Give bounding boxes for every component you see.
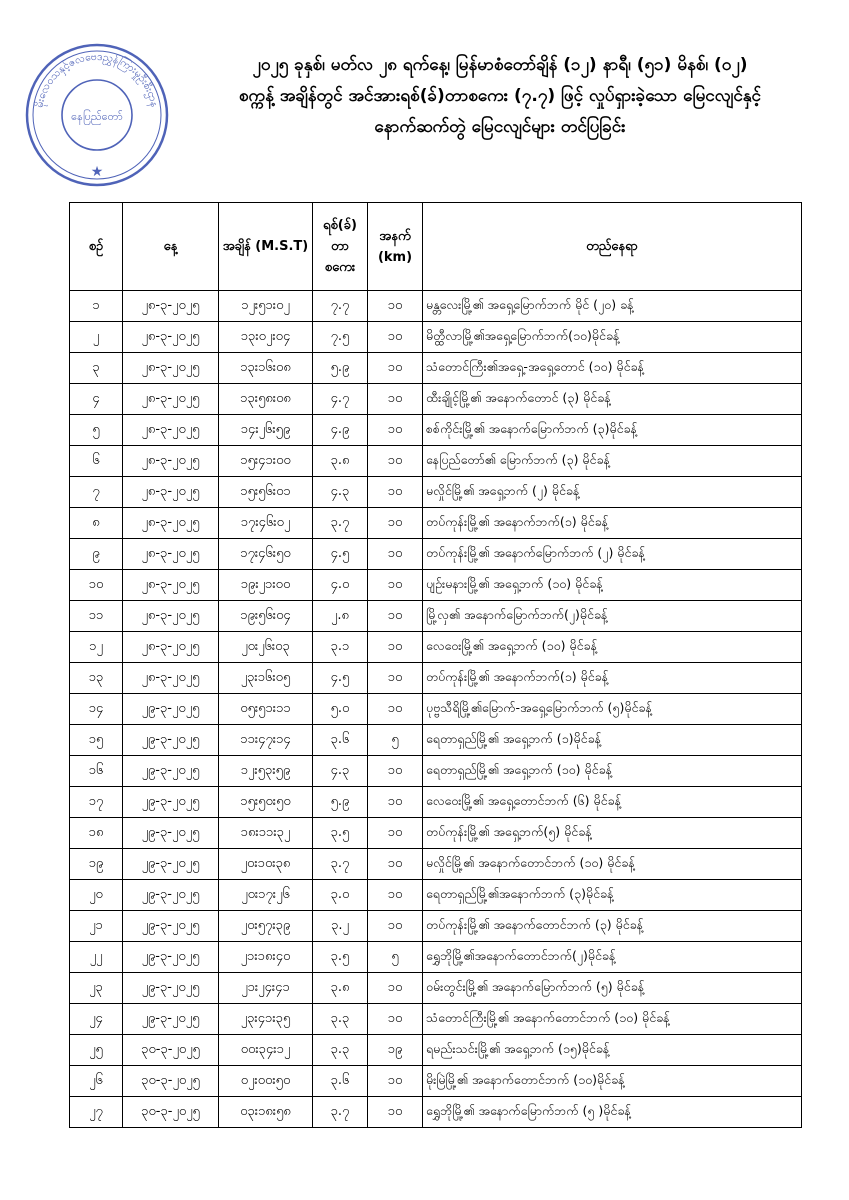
cell-depth: ၁၀	[368, 1004, 423, 1035]
col-header-depth: အနက် (km)	[368, 203, 423, 291]
cell-location: တပ်ကုန်းမြို့၏ အနောက်ဘက်(၁) မိုင်ခန့်	[423, 663, 802, 694]
cell-depth: ၁၀	[368, 291, 423, 322]
cell-date: ၂၉-၃-၂၀၂၅	[123, 911, 219, 942]
cell-no: ၁၅	[70, 725, 123, 756]
cell-date: ၂၈-၃-၂၀၂၅	[123, 570, 219, 601]
cell-date: ၂၉-၃-၂၀၂၅	[123, 818, 219, 849]
cell-no: ၃	[70, 353, 123, 384]
cell-time: ၁၅း၄၁း၀၀	[219, 446, 313, 477]
cell-time: ၁၇း၄၆း၅၀	[219, 539, 313, 570]
cell-location: ရွှေဘိုမြို့၏ အနောက်မြောက်ဘက် (၅ )မိုင်ခန့်	[423, 1097, 802, 1128]
cell-no: ၂၇	[70, 1097, 123, 1128]
cell-date: ၂၉-၃-၂၀၂၅	[123, 756, 219, 787]
table-row	[70, 322, 802, 353]
cell-magnitude: ၄.၅	[313, 539, 368, 570]
cell-time: ၁၅း၅၆း၀၁	[219, 477, 313, 508]
cell-depth: ၁၀	[368, 694, 423, 725]
cell-date: ၂၈-၃-၂၀၂၅	[123, 539, 219, 570]
star-icon: ★	[90, 164, 104, 180]
cell-location: ရမည်းသင်းမြို့၏ အရှေ့ဘက် (၁၅)မိုင်ခန့်	[423, 1035, 802, 1066]
cell-no: ၁၄	[70, 694, 123, 725]
cell-date: ၃၀-၃-၂၀၂၅	[123, 1097, 219, 1128]
cell-time: ၁၁း၄၇း၁၄	[219, 725, 313, 756]
cell-no: ၁၈	[70, 818, 123, 849]
col-header-time: အချိန် (M.S.T)	[219, 203, 313, 291]
cell-depth: ၁၀	[368, 880, 423, 911]
cell-date: ၂၈-၃-၂၀၂၅	[123, 415, 219, 446]
table-row	[70, 291, 802, 322]
cell-depth: ၁၀	[368, 477, 423, 508]
cell-location: ရေတာရှည်မြို့၏ အရှေ့ဘက် (၁)မိုင်ခန့်	[423, 725, 802, 756]
cell-no: ၁	[70, 291, 123, 322]
cell-no: ၁၀	[70, 570, 123, 601]
cell-magnitude: ၇.၇	[313, 291, 368, 322]
cell-magnitude: ၄.၃	[313, 756, 368, 787]
cell-depth: ၁၉	[368, 1035, 423, 1066]
cell-location: လေဝေးမြို့၏ အရှေ့ဘက် (၁၀) မိုင်ခန့်	[423, 632, 802, 663]
cell-location: တပ်ကုန်းမြို့၏ အနောက်တောင်ဘက် (၃) မိုင်ခန့်	[423, 911, 802, 942]
cell-magnitude: ၄.၉	[313, 415, 368, 446]
cell-time: ၂၃း၄၁း၃၅	[219, 1004, 313, 1035]
cell-magnitude: ၃.၈	[313, 446, 368, 477]
cell-location: သံတောင်ကြီး၏အရှေ့-အရှေ့တောင် (၁၀) မိုင်ခန့်	[423, 353, 802, 384]
cell-magnitude: ၇.၅	[313, 322, 368, 353]
cell-depth: ၁၀	[368, 973, 423, 1004]
cell-location: လေဝေးမြို့၏ အရှေ့တောင်ဘက် (၆) မိုင်ခန့်	[423, 787, 802, 818]
cell-no: ၂၆	[70, 1066, 123, 1097]
cell-no: ၁၂	[70, 632, 123, 663]
cell-time: ၂၀း၁၇း၂၆	[219, 880, 313, 911]
col-header-location: တည်နေရာ	[423, 203, 802, 291]
cell-time: ၂၁း၁၈း၄၀	[219, 942, 313, 973]
cell-location: စစ်ကိုင်းမြို့၏ အနောက်မြောက်ဘက် (၃)မိုင်ခန့်	[423, 415, 802, 446]
cell-depth: ၁၀	[368, 446, 423, 477]
cell-time: ၀၅း၅၁း၁၁	[219, 694, 313, 725]
cell-depth: ၁၀	[368, 1097, 423, 1128]
table-header-row	[70, 203, 802, 291]
seal-center-text: နေပြည်တော်	[71, 110, 123, 123]
cell-location: တပ်ကုန်းမြို့၏ အနောက်မြောက်ဘက် (၂) မိုင်ခန့်	[423, 539, 802, 570]
cell-time: ၂၀း၅၇း၃၉	[219, 911, 313, 942]
table-row	[70, 1097, 802, 1128]
cell-location: မလှိုင်မြို့၏ အရှေ့ဘက် (၂) မိုင်ခန့်	[423, 477, 802, 508]
cell-depth: ၁၀	[368, 663, 423, 694]
cell-depth: ၁၀	[368, 849, 423, 880]
cell-date: ၂၉-၃-၂၀၂၅	[123, 973, 219, 1004]
cell-time: ၁၅း၅၀း၅၀	[219, 787, 313, 818]
col-header-date: နေ့	[123, 203, 219, 291]
cell-location: တပ်ကုန်းမြို့၏ အရှေ့ဘက်(၅) မိုင်ခန့်	[423, 818, 802, 849]
cell-time: ၁၂း၅၃း၅၉	[219, 756, 313, 787]
cell-no: ၇	[70, 477, 123, 508]
cell-no: ၂၂	[70, 942, 123, 973]
table-row	[70, 1004, 802, 1035]
cell-magnitude: ၅.၀	[313, 694, 368, 725]
cell-date: ၂၈-၃-၂၀၂၅	[123, 508, 219, 539]
cell-location: သံတောင်ကြီးမြို့၏ အနောက်တောင်ဘက် (၁၀) မိုင်ခန့်	[423, 1004, 802, 1035]
cell-location: မိုးမြဲမြို့၏ အနောက်တောင်ဘက် (၁၀)မိုင်ခန့်	[423, 1066, 802, 1097]
title-line-2: စက္ကန့် အချိန်တွင် အင်အားရစ်(ခ်)တာစကေး (၇.၇) ဖြင့် လှုပ်ရှားခဲ့သော မြေငလျင်နှင့်	[238, 86, 761, 106]
col-header-magnitude: ရစ်(ခ်) တာ စကေး	[313, 203, 368, 291]
cell-time: ၂၀း၁၀း၃၈	[219, 849, 313, 880]
cell-date: ၂၉-၃-၂၀၂၅	[123, 787, 219, 818]
table-row	[70, 539, 802, 570]
cell-location: ရွှေဘိုမြို့၏အနောက်တောင်ဘက်(၂)မိုင်ခန့်	[423, 942, 802, 973]
cell-depth: ၅	[368, 942, 423, 973]
cell-magnitude: ၃.၅	[313, 818, 368, 849]
cell-time: ၁၉း၂၁း၀၀	[219, 570, 313, 601]
cell-time: ၂၁း၂၄း၄၁	[219, 973, 313, 1004]
col-header-no: စဉ်	[70, 203, 123, 291]
cell-date: ၂၉-၃-၂၀၂၅	[123, 849, 219, 880]
cell-magnitude: ၃.၆	[313, 725, 368, 756]
cell-date: ၂၉-၃-၂၀၂၅	[123, 880, 219, 911]
table-row	[70, 601, 802, 632]
cell-location: ရေတာရှည်မြို့၏ အရှေ့ဘက် (၁၀) မိုင်ခန့်	[423, 756, 802, 787]
cell-location: မိတ္ထီလာမြို့၏အရှေ့မြောက်ဘက်(၁၀)မိုင်ခန့်	[423, 322, 802, 353]
department-seal	[22, 40, 172, 190]
table-row	[70, 570, 802, 601]
cell-depth: ၁၀	[368, 632, 423, 663]
cell-magnitude: ၃.၈	[313, 973, 368, 1004]
cell-date: ၂၉-၃-၂၀၂၅	[123, 694, 219, 725]
cell-time: ၂၃း၁၆း၀၅	[219, 663, 313, 694]
table-row	[70, 694, 802, 725]
cell-magnitude: ၃.၃	[313, 1004, 368, 1035]
cell-location: မန္တလေးမြို့၏ အရှေ့မြောက်ဘက် မိုင် (၂၀) ခန့်	[423, 291, 802, 322]
cell-magnitude: ၃.၆	[313, 1066, 368, 1097]
cell-location: နေပြည်တော်၏ မြောက်ဘက် (၃) မိုင်ခန့်	[423, 446, 802, 477]
title-line-1: ၂၀၂၅ ခုနှစ်၊ မတ်လ ၂၈ ရက်နေ့၊ မြန်မာစံတော်ချိန် (၁၂) နာရီ၊ (၅၁) မိနစ်၊ (၀၂)	[252, 55, 748, 75]
cell-date: ၂၈-၃-၂၀၂၅	[123, 291, 219, 322]
cell-date: ၂၈-၃-၂၀၂၅	[123, 384, 219, 415]
cell-no: ၂၀	[70, 880, 123, 911]
cell-date: ၂၈-၃-၂၀၂၅	[123, 353, 219, 384]
cell-magnitude: ၃.၀	[313, 880, 368, 911]
table-row	[70, 942, 802, 973]
cell-time: ၁၉း၅၆း၀၄	[219, 601, 313, 632]
cell-date: ၃၀-၃-၂၀၂၅	[123, 1066, 219, 1097]
cell-time: ၁၈း၁၁း၃၂	[219, 818, 313, 849]
table-row	[70, 1035, 802, 1066]
cell-location: ဝမ်းတွင်းမြို့၏ အနောက်မြောက်ဘက် (၅) မိုင်ခန့်	[423, 973, 802, 1004]
cell-depth: ၁၀	[368, 818, 423, 849]
cell-no: ၁၉	[70, 849, 123, 880]
cell-no: ၂၄	[70, 1004, 123, 1035]
table-row	[70, 725, 802, 756]
table-row	[70, 508, 802, 539]
cell-no: ၁၇	[70, 787, 123, 818]
cell-depth: ၁၀	[368, 756, 423, 787]
cell-magnitude: ၃.၂	[313, 911, 368, 942]
cell-time: ၀၃း၁၈း၅၈	[219, 1097, 313, 1128]
cell-time: ၁၃း၁၆း၀၈	[219, 353, 313, 384]
cell-depth: ၁၀	[368, 353, 423, 384]
table-row	[70, 818, 802, 849]
table-row	[70, 1066, 802, 1097]
cell-date: ၂၈-၃-၂၀၂၅	[123, 322, 219, 353]
cell-location: ပျဉ်းမနားမြို့၏ အရှေ့ဘက် (၁၀) မိုင်ခန့်	[423, 570, 802, 601]
cell-no: ၂၁	[70, 911, 123, 942]
table-row	[70, 384, 802, 415]
cell-date: ၂၈-၃-၂၀၂၅	[123, 477, 219, 508]
cell-no: ၈	[70, 508, 123, 539]
cell-no: ၅	[70, 415, 123, 446]
cell-no: ၉	[70, 539, 123, 570]
earthquake-table	[69, 202, 802, 1128]
table-row	[70, 973, 802, 1004]
table-body	[70, 291, 802, 1128]
table-row	[70, 353, 802, 384]
table-row	[70, 849, 802, 880]
cell-time: ၂၀း၂၆း၀၃	[219, 632, 313, 663]
cell-depth: ၁၀	[368, 322, 423, 353]
table-row	[70, 787, 802, 818]
cell-date: ၂၉-၃-၂၀၂၅	[123, 1004, 219, 1035]
cell-date: ၂၈-၃-၂၀၂၅	[123, 632, 219, 663]
cell-date: ၃၀-၃-၂၀၂၅	[123, 1035, 219, 1066]
title-line-3: နောက်ဆက်တွဲ မြေငလျင်များ တင်ပြခြင်း	[374, 117, 626, 137]
cell-location: ရေတာရှည်မြို့၏အနောက်ဘက် (၃)မိုင်ခန့်	[423, 880, 802, 911]
cell-depth: ၁၀	[368, 415, 423, 446]
cell-date: ၂၉-၃-၂၀၂၅	[123, 725, 219, 756]
cell-no: ၆	[70, 446, 123, 477]
cell-magnitude: ၄.၅	[313, 663, 368, 694]
cell-date: ၂၈-၃-၂၀၂၅	[123, 446, 219, 477]
cell-magnitude: ၃.၅	[313, 942, 368, 973]
cell-time: ၁၇း၄၆း၀၂	[219, 508, 313, 539]
cell-no: ၄	[70, 384, 123, 415]
cell-magnitude: ၃.၇	[313, 849, 368, 880]
cell-depth: ၁၀	[368, 539, 423, 570]
cell-magnitude: ၃.၃	[313, 1035, 368, 1066]
cell-depth: ၁၀	[368, 570, 423, 601]
table-row	[70, 477, 802, 508]
cell-time: ၀၀း၃၄း၁၂	[219, 1035, 313, 1066]
seal-ring-text: မိုးလေဝသနှင့်ဇလဗေဒညွှန်ကြားမှုဦးစီးဌာန	[33, 50, 161, 109]
cell-depth: ၅	[368, 725, 423, 756]
cell-date: ၂၉-၃-၂၀၂၅	[123, 942, 219, 973]
cell-no: ၁၆	[70, 756, 123, 787]
cell-magnitude: ၅.၉	[313, 353, 368, 384]
cell-no: ၂၃	[70, 973, 123, 1004]
cell-magnitude: ၂.၈	[313, 601, 368, 632]
cell-location: မြို့လှ၏ အနောက်မြောက်ဘက်(၂)မိုင်ခန့်	[423, 601, 802, 632]
cell-time: ၁၂း၅၁း၀၂	[219, 291, 313, 322]
cell-date: ၂၈-၃-၂၀၂၅	[123, 601, 219, 632]
cell-magnitude: ၃.၁	[313, 632, 368, 663]
table-row	[70, 446, 802, 477]
table-row	[70, 663, 802, 694]
table-row	[70, 632, 802, 663]
cell-depth: ၁၀	[368, 1066, 423, 1097]
document-title	[180, 50, 820, 143]
cell-time: ၁၄း၂၆း၅၉	[219, 415, 313, 446]
cell-depth: ၁၀	[368, 384, 423, 415]
cell-location: တပ်ကုန်းမြို့၏ အနောက်ဘက်(၁) မိုင်ခန့်	[423, 508, 802, 539]
cell-magnitude: ၃.၇	[313, 1097, 368, 1128]
cell-no: ၁၁	[70, 601, 123, 632]
cell-magnitude: ၄.၇	[313, 384, 368, 415]
table-row	[70, 415, 802, 446]
cell-location: ထီးချိုင့်မြို့၏ အနောက်တောင် (၃) မိုင်ခန့်	[423, 384, 802, 415]
cell-magnitude: ၅.၉	[313, 787, 368, 818]
cell-no: ၁၃	[70, 663, 123, 694]
cell-time: ၀၂း၀၀း၅၀	[219, 1066, 313, 1097]
cell-no: ၂၅	[70, 1035, 123, 1066]
cell-location: မလှိုင်မြို့၏ အနောက်တောင်ဘက် (၁၀) မိုင်ခန့်	[423, 849, 802, 880]
cell-magnitude: ၄.၃	[313, 477, 368, 508]
cell-time: ၁၃း၀၂း၀၄	[219, 322, 313, 353]
cell-no: ၂	[70, 322, 123, 353]
cell-date: ၂၈-၃-၂၀၂၅	[123, 663, 219, 694]
table-row	[70, 911, 802, 942]
cell-depth: ၁၀	[368, 601, 423, 632]
cell-magnitude: ၄.၀	[313, 570, 368, 601]
cell-time: ၁၃း၅၈း၀၈	[219, 384, 313, 415]
cell-depth: ၁၀	[368, 508, 423, 539]
table-row	[70, 880, 802, 911]
cell-magnitude: ၃.၇	[313, 508, 368, 539]
cell-depth: ၁၀	[368, 787, 423, 818]
table-row	[70, 756, 802, 787]
cell-location: ပုဗ္ဗသီရိမြို့၏မြောက်-အရှေ့မြောက်ဘက် (၅)မိုင်ခန့်	[423, 694, 802, 725]
cell-depth: ၁၀	[368, 911, 423, 942]
